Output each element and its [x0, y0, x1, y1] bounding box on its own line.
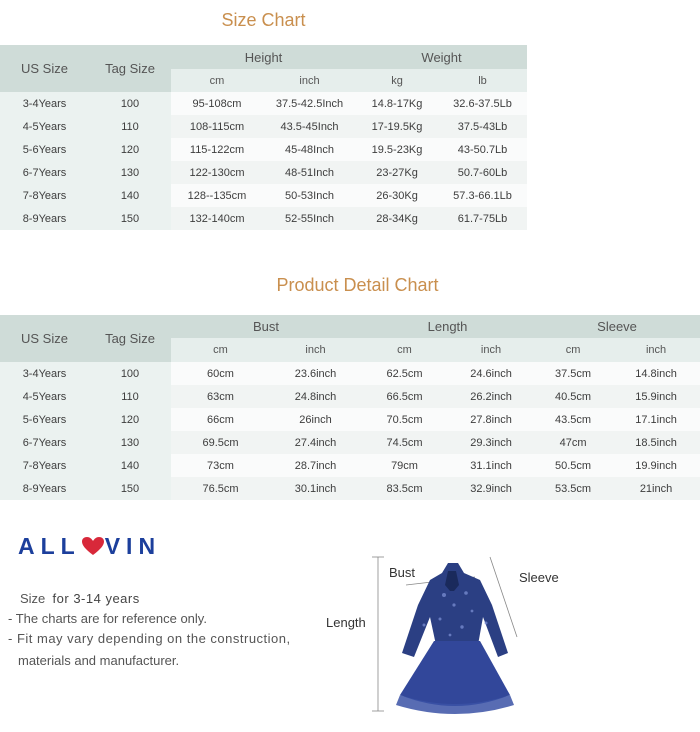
table-cell: 40.5cm	[534, 385, 612, 408]
table-row	[0, 92, 527, 115]
table-cell: 4-5Years	[0, 385, 89, 408]
table-cell: 66.5cm	[361, 385, 448, 408]
table-cell: 21inch	[612, 477, 700, 500]
table-row	[0, 161, 527, 184]
table-cell: 110	[89, 385, 171, 408]
table-cell: 50.7-60Lb	[438, 161, 527, 184]
table-cell: 150	[89, 477, 171, 500]
table-row	[0, 138, 527, 161]
table-cell: 120	[89, 138, 171, 161]
table-cell: 3-4Years	[0, 362, 89, 385]
table-cell: 74.5cm	[361, 431, 448, 454]
table-cell: 100	[89, 92, 171, 115]
logo-text-left: ALL	[18, 533, 81, 559]
bust-label: Bust	[389, 565, 416, 580]
table-row	[0, 477, 700, 500]
table-cell: 110	[89, 115, 171, 138]
subheader-inch: inch	[263, 69, 356, 92]
size-range: for 3-14 years	[52, 591, 140, 606]
table-cell: 28.7inch	[270, 454, 361, 477]
table-cell: 95-108cm	[171, 92, 263, 115]
table-cell: 50-53Inch	[263, 184, 356, 207]
table-cell: 19.9inch	[612, 454, 700, 477]
table-cell: 53.5cm	[534, 477, 612, 500]
table-cell: 100	[89, 362, 171, 385]
table-cell: 122-130cm	[171, 161, 263, 184]
table-cell: 23-27Kg	[356, 161, 438, 184]
sleeve-label: Sleeve	[519, 570, 559, 585]
table-cell: 130	[89, 431, 171, 454]
header-sleeve: Sleeve	[534, 315, 700, 338]
table-cell: 45-48Inch	[263, 138, 356, 161]
header-weight: Weight	[356, 45, 527, 69]
table-cell: 43.5cm	[534, 408, 612, 431]
table-cell: 15.9inch	[612, 385, 700, 408]
size-chart-title: Size Chart	[221, 10, 306, 30]
table-cell: 47cm	[534, 431, 612, 454]
table-cell: 43-50.7Lb	[438, 138, 527, 161]
table-cell: 79cm	[361, 454, 448, 477]
length-label: Length	[326, 615, 366, 630]
table-cell: 26-30Kg	[356, 184, 438, 207]
header-bust: Bust	[171, 315, 361, 338]
table-cell: 150	[89, 207, 171, 230]
table-cell: 26.2inch	[448, 385, 534, 408]
table-cell: 3-4Years	[0, 92, 89, 115]
header-height: Height	[171, 45, 356, 69]
table-cell: 70.5cm	[361, 408, 448, 431]
subheader-lb: lb	[438, 69, 527, 92]
table-row	[0, 408, 700, 431]
header-us-size: US Size	[0, 45, 89, 92]
table-row	[0, 454, 700, 477]
table-cell: 37.5cm	[534, 362, 612, 385]
subheader-inch: inch	[448, 338, 534, 362]
table-cell: 140	[89, 454, 171, 477]
note-fit: - Fit may vary depending on the construction,	[8, 631, 291, 646]
table-cell: 32.9inch	[448, 477, 534, 500]
subheader-inch: inch	[612, 338, 700, 362]
table-cell: 6-7Years	[0, 161, 89, 184]
table-cell: 37.5-43Lb	[438, 115, 527, 138]
table-row	[0, 385, 700, 408]
table-cell: 14.8inch	[612, 362, 700, 385]
table-cell: 7-8Years	[0, 184, 89, 207]
table-cell: 115-122cm	[171, 138, 263, 161]
table-cell: 19.5-23Kg	[356, 138, 438, 161]
table-cell: 24.8inch	[270, 385, 361, 408]
subheader-cm: cm	[361, 338, 448, 362]
size-notes	[8, 588, 291, 672]
table-cell: 31.1inch	[448, 454, 534, 477]
subheader-cm: cm	[534, 338, 612, 362]
table-cell: 7-8Years	[0, 454, 89, 477]
table-cell: 8-9Years	[0, 207, 89, 230]
size-word: Size	[20, 591, 46, 606]
table-cell: 60cm	[171, 362, 270, 385]
subheader-inch: inch	[270, 338, 361, 362]
table-cell: 5-6Years	[0, 138, 89, 161]
size-chart-table	[0, 45, 527, 230]
table-cell: 66cm	[171, 408, 270, 431]
dress-diagram	[360, 545, 540, 730]
table-cell: 17.1inch	[612, 408, 700, 431]
table-cell: 23.6inch	[270, 362, 361, 385]
table-cell: 5-6Years	[0, 408, 89, 431]
table-cell: 120	[89, 408, 171, 431]
table-row	[0, 207, 527, 230]
dress-illustration	[396, 563, 514, 714]
table-cell: 61.7-75Lb	[438, 207, 527, 230]
table-cell: 26inch	[270, 408, 361, 431]
table-cell: 130	[89, 161, 171, 184]
logo-text-right: VIN	[104, 533, 162, 559]
header-tag-size: Tag Size	[89, 45, 171, 92]
table-cell: 8-9Years	[0, 477, 89, 500]
table-cell: 128--135cm	[171, 184, 263, 207]
heart-icon	[81, 533, 105, 560]
table-cell: 63cm	[171, 385, 270, 408]
table-row	[0, 362, 700, 385]
detail-chart-title: Product Detail Chart	[276, 275, 439, 295]
note-reference: - The charts are for reference only.	[8, 611, 207, 626]
table-row	[0, 431, 700, 454]
table-cell: 50.5cm	[534, 454, 612, 477]
table-cell: 17-19.5Kg	[356, 115, 438, 138]
table-cell: 76.5cm	[171, 477, 270, 500]
table-cell: 29.3inch	[448, 431, 534, 454]
table-cell: 43.5-45Inch	[263, 115, 356, 138]
table-cell: 62.5cm	[361, 362, 448, 385]
table-cell: 48-51Inch	[263, 161, 356, 184]
table-cell: 32.6-37.5Lb	[438, 92, 527, 115]
allovin-logo	[18, 533, 161, 560]
table-cell: 83.5cm	[361, 477, 448, 500]
table-cell: 14.8-17Kg	[356, 92, 438, 115]
table-cell: 73cm	[171, 454, 270, 477]
header-us-size: US Size	[0, 315, 89, 362]
table-cell: 30.1inch	[270, 477, 361, 500]
detail-chart-table	[0, 315, 700, 500]
table-cell: 140	[89, 184, 171, 207]
header-tag-size: Tag Size	[89, 315, 171, 362]
note-materials: materials and manufacturer.	[18, 653, 180, 668]
subheader-cm: cm	[171, 338, 270, 362]
table-cell: 18.5inch	[612, 431, 700, 454]
table-cell: 57.3-66.1Lb	[438, 184, 527, 207]
table-cell: 27.8inch	[448, 408, 534, 431]
table-cell: 27.4inch	[270, 431, 361, 454]
table-cell: 37.5-42.5Inch	[263, 92, 356, 115]
table-cell: 132-140cm	[171, 207, 263, 230]
table-cell: 4-5Years	[0, 115, 89, 138]
table-cell: 52-55Inch	[263, 207, 356, 230]
table-row	[0, 115, 527, 138]
table-cell: 28-34Kg	[356, 207, 438, 230]
table-cell: 69.5cm	[171, 431, 270, 454]
table-cell: 24.6inch	[448, 362, 534, 385]
header-length: Length	[361, 315, 534, 338]
table-cell: 6-7Years	[0, 431, 89, 454]
subheader-kg: kg	[356, 69, 438, 92]
table-cell: 108-115cm	[171, 115, 263, 138]
table-row	[0, 184, 527, 207]
subheader-cm: cm	[171, 69, 263, 92]
